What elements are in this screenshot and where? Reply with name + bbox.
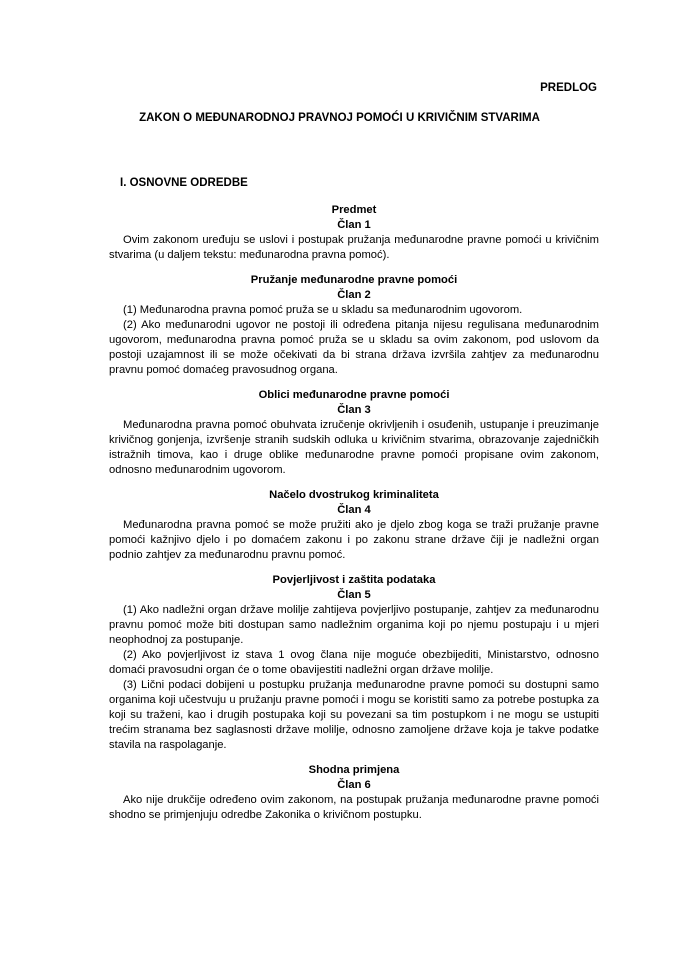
article-paragraph: (2) Ako međunarodni ugovor ne postoji ili određena pitanja nijesu regulisana međunarodnim ugovorom, međunarodna pravna pomoć pruža se u skladu sa ovim zakonom, pod uslovom da postoji uzajamnost ili se može očekivati da bi strana država izvršila zahtjev za međunarodnu pravnu pomoć domaćeg pravosudnog organa. — [109, 319, 599, 376]
chapter-heading: I. OSNOVNE ODREDBE — [120, 177, 248, 189]
article-number: Član 4 — [337, 504, 371, 516]
article-3 — [109, 388, 599, 478]
article-heading: Oblici međunarodne pravne pomoći — [258, 389, 450, 401]
article-6 — [109, 763, 599, 823]
article-paragraph: Ako nije drukčije određeno ovim zakonom, na postupak pružanja međunarodne pravne pomoći shodno se primjenjuju odredbe Zakonika o krivičnom postupku. — [109, 794, 599, 821]
article-paragraph: (1) Međunarodna pravna pomoć pruža se u skladu sa međunarodnim ugovorom. — [123, 304, 523, 316]
article-heading: Shodna primjena — [308, 764, 400, 776]
article-heading: Povjerljivost i zaštita podataka — [272, 574, 436, 586]
article-heading: Predmet — [331, 204, 377, 216]
article-number: Član 6 — [337, 779, 371, 791]
article-5 — [109, 573, 599, 753]
article-number: Član 5 — [337, 589, 371, 601]
article-paragraph: (3) Lični podaci dobijeni u postupku pružanja međunarodne pravne pomoći su dostupni samo organima koji učestvuju u pružanju pravne pomoći i mogu se koristiti samo za potrebe postupka za koji su traženi, kao i drugih postupaka koji su povezani sa tim postupkom i ne mogu se ustupiti trećim stranama bez saglasnosti države molilje, odnosno zamoljene države koja je takve podatke stavila na raspolaganje. — [109, 679, 599, 751]
article-number: Član 1 — [337, 219, 371, 231]
article-paragraph: (1) Ako nadležni organ države molilje zahtijeva povjerljivo postupanje, zahtjev za međunarodnu pravnu pomoć može biti dostupan samo nadležnim organima koji po njemu postupaju i u mjeri neophodnoj za postupanje. — [109, 604, 599, 646]
article-paragraph: (2) Ako povjerljivost iz stava 1 ovog člana nije moguće obezbijediti, Ministarstvo, odnosno domaći pravosudni organ će o tome obavijestiti nadležni organ države molilje. — [109, 649, 599, 676]
article-heading: Načelo dvostrukog kriminaliteta — [269, 489, 439, 501]
article-paragraph: Međunarodna pravna pomoć obuhvata izručenje okrivljenih i osuđenih, ustupanje i preuzimanje krivičnog gonjenja, izvršenje stranih sudskih odluka u krivičnim stvarima, obrazovanje zajedničkih istražnih timova, kao i druge oblike međunarodne pravne pomoći propisane ovim zakonom, odnosno međunarodnim ugovorom. — [109, 419, 599, 476]
article-paragraph: Ovim zakonom uređuju se uslovi i postupak pružanja međunarodne pravne pomoći u krivičnim stvarima (u daljem tekstu: međunarodna pravna pomoć). — [109, 234, 599, 261]
article-1 — [109, 203, 599, 263]
document-title: ZAKON O MEĐUNARODNOJ PRAVNOJ POMOĆI U KRIVIČNIM STVARIMA — [139, 112, 540, 124]
article-2 — [109, 273, 599, 378]
article-number: Član 3 — [337, 404, 371, 416]
document-label: PREDLOG — [540, 82, 597, 94]
document-body — [109, 203, 599, 833]
article-heading: Pružanje međunarodne pravne pomoći — [250, 274, 458, 286]
article-paragraph: Međunarodna pravna pomoć se može pružiti ako je djelo zbog koga se traži pružanje pravne pomoći kažnjivo djelo i po domaćem zakonu i po zakonu strane države čiji je nadležni organ podnio zahtjev za međunarodnu pravnu pomoć. — [109, 519, 599, 561]
article-4 — [109, 488, 599, 563]
article-number: Član 2 — [337, 289, 371, 301]
